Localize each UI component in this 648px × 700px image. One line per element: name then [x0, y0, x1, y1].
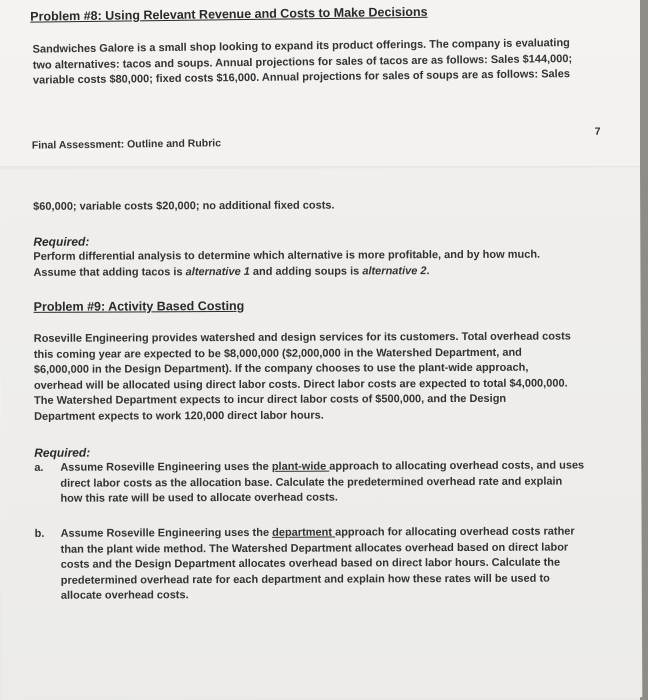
problem-9-line: Department expects to work 120,000 direct labor hours.	[34, 409, 324, 423]
problem-9-line: Roseville Engineering provides watershed and design services for its customers. Total overhead costs	[33, 330, 571, 345]
problem-8-paragraph	[33, 36, 573, 89]
required-item-a	[34, 458, 584, 507]
alternative-2-term: alternative 2	[362, 264, 427, 277]
page-number: 7	[594, 125, 601, 138]
problem-8-required-line-2: Assume that adding tacos is alternative 1 and adding soups is alternative 2.	[33, 264, 430, 279]
item-b-text: Assume Roseville Engineering uses the department approach for allocating overhead costs rather than the plant wide method. The Watershed Department allocates overhead based on direct labor costs and the Design Department allocates overhead based on direct labor hours. Calculate the predetermined overhead rate for each department and explain how these rates will be used to allocate overhead costs.	[60, 525, 575, 602]
problem-8-required-text	[33, 248, 540, 281]
item-b-marker: b.	[34, 527, 45, 540]
page-bottom-section	[0, 167, 642, 700]
alternative-1-term: alternative 1	[185, 265, 250, 278]
problem-9-line: The Watershed Department expects to incur direct labor costs of $500,000, and the Design	[33, 392, 507, 407]
problem-8-continuation: $60,000; variable costs $20,000; no additional fixed costs.	[33, 199, 335, 213]
problem-9-line: this coming year are expected to be $8,000,000 ($2,000,000 in the Watershed Department, and	[33, 346, 522, 361]
problem-8-line-1: Sandwiches Galore is a small shop looking to expand its product offerings. The company is evaluating	[32, 37, 570, 56]
problem-8-required-line-1: Perform differential analysis to determine which alternative is more profitable, and by how much.	[33, 248, 541, 263]
department-term: department	[272, 526, 336, 539]
page-top-section	[0, 0, 642, 165]
problem-8-title: Problem #8: Using Relevant Revenue and Costs to Make Decisions	[30, 4, 428, 24]
footer-label: Final Assessment: Outline and Rubric	[31, 137, 222, 152]
problem-9-line: $6,000,000 in the Design Department). If the company chooses to use the plant-wide approach,	[33, 361, 529, 376]
item-a-marker: a.	[34, 461, 44, 474]
plant-wide-term: plant-wide	[271, 460, 330, 473]
problem-8-required-label: Required:	[33, 234, 90, 249]
problem-9-title: Problem #9: Activity Based Costing	[33, 298, 245, 314]
required-item-b	[35, 524, 575, 604]
problem-8-line-2: two alternatives: tacos and soups. Annual projections for sales of tacos are as follows: Sales $144,000;	[32, 52, 573, 72]
problem-8-line-3: variable costs $80,000; fixed costs $16,000. Annual projections for sales of soups are as follows: Sales	[32, 68, 571, 87]
problem-9-required-label: Required:	[34, 445, 91, 460]
problem-9-paragraph	[34, 330, 572, 425]
problem-9-line: overhead will be allocated using direct labor costs. Direct labor costs are expected to total $4,000,000.	[33, 377, 568, 392]
item-a-text: Assume Roseville Engineering uses the plant-wide approach to allocating overhead costs, and uses direct labor costs as the allocation base. Calculate the predetermined overhead rate and explain how this rate will be used to allocate overhead costs.	[60, 459, 585, 505]
